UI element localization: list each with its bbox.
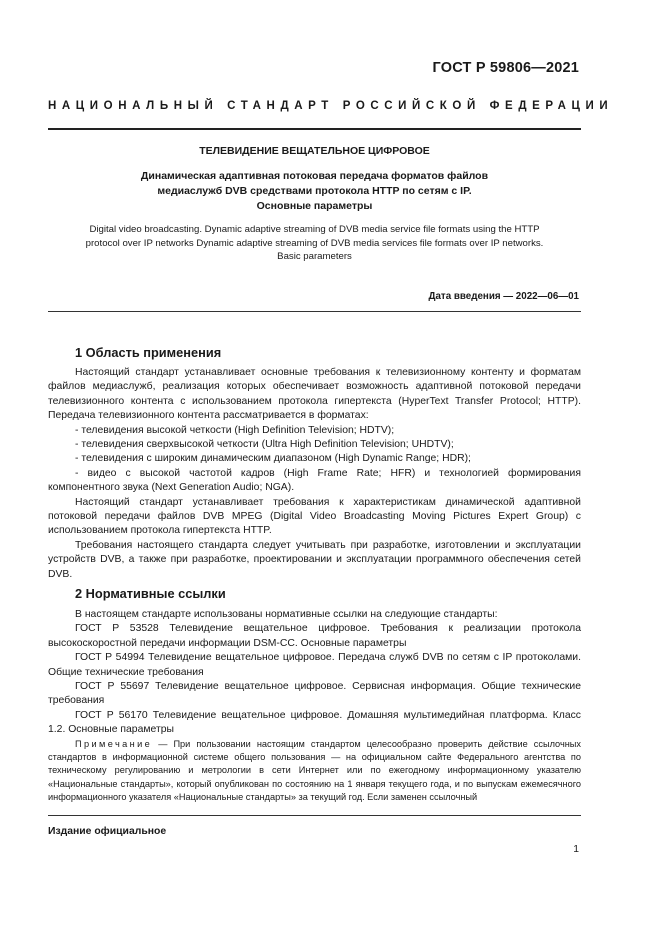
document-title: ТЕЛЕВИДЕНИЕ ВЕЩАТЕЛЬНОЕ ЦИФРОВОЕ (199, 145, 430, 157)
section-2-heading: 2 Нормативные ссылки (75, 586, 226, 601)
official-edition: Издание официальное (48, 826, 167, 837)
list-item: - телевидения сверхвысокой четкости (Ultra High Definition Television; UHDTV); (75, 439, 454, 451)
document-subtitle (48, 169, 581, 214)
date-divider (48, 311, 581, 312)
subtitle-line: Динамическая адаптивная потоковая передача форматов файлов (140, 170, 489, 182)
english-title-line: Digital video broadcasting. Dynamic adaptive streaming of DVB media service file formats using the HTTP (89, 224, 540, 235)
english-title-line: Basic parameters (277, 251, 352, 262)
list-item: - телевидения высокой четкости (High Definition Television; HDTV); (75, 424, 395, 436)
national-standard-banner: НАЦИОНАЛЬНЫЙ СТАНДАРТ РОССИЙСКОЙ ФЕДЕРАЦИИ (48, 100, 614, 112)
reference-item: ГОСТ Р 53528 Телевидение вещательное цифровое. Требования к реализации протокола высокоскоростной передачи информации DSM-CC. Основные параметры (48, 623, 581, 649)
paragraph: В настоящем стандарте использованы нормативные ссылки на следующие стандарты: (75, 609, 498, 620)
footer-divider (48, 815, 581, 816)
paragraph: Настоящий стандарт устанавливает основные требования к телевизионному контенту и форматам файлов медиаслужб, реализация которых обеспечивает возможность адаптивной потоковой передачи телевизионного контента с использованием протокола гипертекста (HyperText Transfer Protocol; HTTP). Передача телевизионного контента рассматривается в форматах: (48, 367, 581, 422)
list-item: - телевидения с широким динамическим диапазоном (High Dynamic Range; HDR); (75, 453, 471, 465)
subtitle-line: Основные параметры (256, 200, 373, 212)
reference-item: ГОСТ Р 56170 Телевидение вещательное цифровое. Домашняя мультимедийная платформа. Класс 1.2. Основные параметры (48, 709, 581, 736)
note-label: Примечание (75, 739, 153, 749)
note-text: — При пользовании настоящим стандартом целесообразно проверить действие ссылочных стандартов в информационной системе общего пользования — на официальном сайте Федерального агентства по техническому регулированию и метрологии в сети Интернет или по ежегодному информационному указателю «Национальные стандарты», который опубликован по состоянию на 1 января текущего года, и по выпускам ежемесячного информационного указателя «Национальные стандарты» за текущий год. Если заменен ссылочный (48, 739, 581, 802)
reference-item: ГОСТ Р 54994 Телевидение вещательное цифровое. Передача служб DVB по сетям с IP протоколами. Общие технические требования (48, 652, 581, 678)
section-1-body (48, 366, 581, 582)
english-title-line: protocol over IP networks Dynamic adaptive streaming of DVB media services file formats over IP networks. (85, 237, 544, 249)
note-block (48, 738, 581, 804)
header-divider (48, 128, 581, 130)
section-2-body (48, 608, 581, 738)
section-1-heading: 1 Область применения (75, 345, 222, 360)
reference-item: ГОСТ Р 55697 Телевидение вещательное цифровое. Сервисная информация. Общие технические требования (48, 681, 581, 707)
subtitle-line: медиаслужб DVB средствами протокола HTTP по сетям с IP. (157, 185, 472, 197)
list-item: - видео с высокой частотой кадров (High Frame Rate; HFR) и технологией формирования компонентного звука (Next Generation Audio; NGA). (48, 467, 581, 494)
paragraph: Требования настоящего стандарта следует учитывать при разработке, изготовлении и эксплуатации устройств DVB, а также при разработке, проектировании и эксплуатации программного обеспечения сетей DVB. (48, 539, 581, 580)
paragraph: Настоящий стандарт устанавливает требования к характеристикам динамической адаптивной потоковой передачи файлов DVB MPEG (Digital Video Broadcasting Moving Pictures Expert Group) с использованием протокола гипертекста HTTP. (48, 496, 581, 537)
english-title (58, 223, 571, 264)
note-paragraph (48, 738, 581, 804)
standard-code: ГОСТ Р 59806—2021 (432, 60, 579, 76)
page-number: 1 (573, 844, 579, 855)
introduction-date: Дата введения — 2022—06—01 (428, 291, 579, 302)
